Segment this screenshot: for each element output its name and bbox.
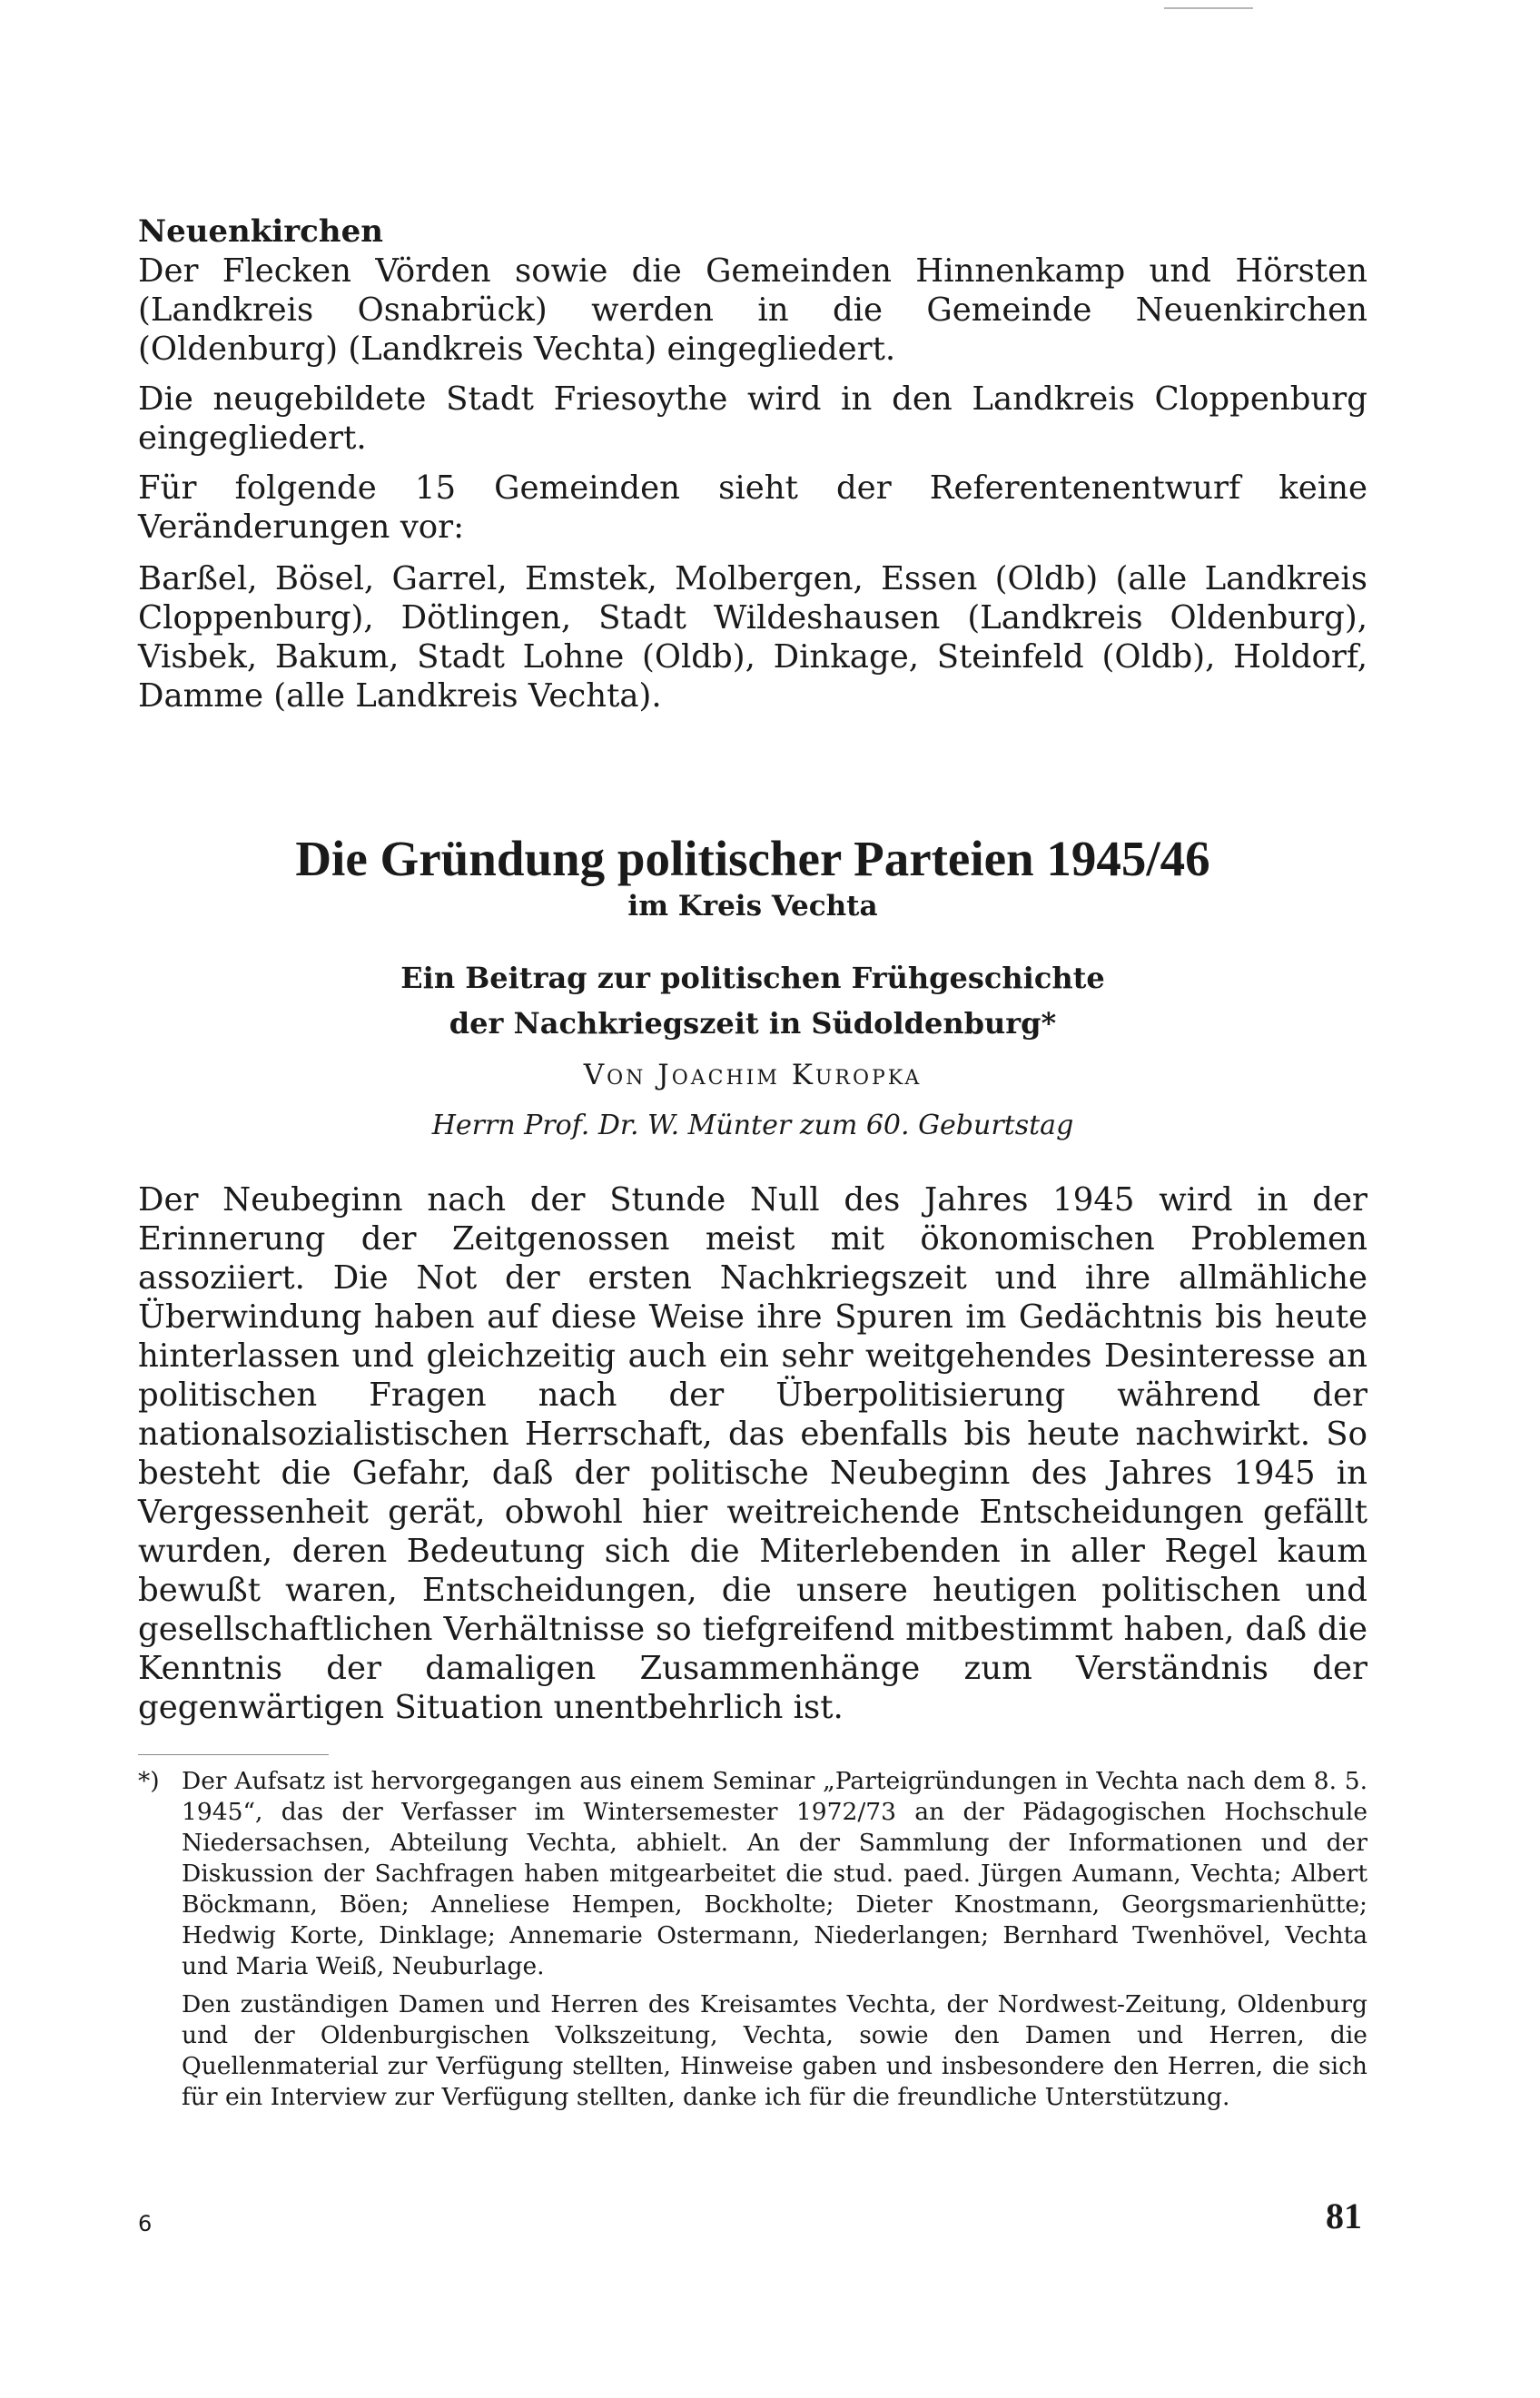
article-title: Die Gründung politischer Parteien 1945/46 (295, 831, 1210, 886)
article-author: Von Joachim Kuropka (583, 1059, 923, 1091)
footnote-marker: *) (138, 1767, 160, 1795)
section-heading-neuenkirchen: Neuenkirchen (138, 213, 383, 250)
article-tagline (138, 955, 1367, 1046)
printer-signature-mark: 6 (138, 2211, 153, 2236)
article-dedication: Herrn Prof. Dr. W. Münter zum 60. Geburtstag (431, 1110, 1074, 1141)
article-body-paragraph: Der Neubeginn nach der Stunde Null des Jahres 1945 wird in der Erinnerung der Zeitgenossen meist mit ökonomischen Problemen assoziiert. Die Not der ersten Nachkriegszeit und ihre allmähliche Überwindung haben auf diese Weise ihre Spuren im Gedächtnis bis heute hinterlassen und gleichzeitig auch ein sehr weitgehendes Desinteresse an politischen Fragen nach der Überpolitisierung während der nationalsozialistischen Herrschaft, das ebenfalls bis heute nachwirkt. So besteht die Gefahr, daß der politische Neubeginn des Jahres 1945 in Vergessenheit gerät, obwohl hier weitreichende Entscheidungen gefällt wurden, deren Bedeutung sich die Miterlebenden in aller Regel kaum bewußt waren, Entscheidungen, die unsere heutigen politischen und gesellschaftlichen Verhältnisse so tiefgreifend mitbestimmt haben, daß die Kenntnis der damaligen Zusammenhänge zum Verständnis der gegenwärtigen Situation unentbehrlich ist. (138, 1181, 1367, 1726)
paragraph-no-changes-intro: Für folgende 15 Gemeinden sieht der Referentenentwurf keine Veränderungen vor: (138, 469, 1367, 546)
footnote-divider (138, 1754, 329, 1755)
footnote (138, 1766, 1367, 1982)
tagline-line-2: der Nachkriegszeit in Südoldenburg* (449, 1006, 1057, 1041)
footnote-acknowledgement: Den zuständigen Damen und Herren des Kreisamtes Vechta, der Nordwest-Zeitung, Oldenburg und der Oldenburgischen Volkszeitung, Vechta, sowie den Damen und Herren, die Quellenmaterial zur Verfügung stellten, Hinweise gaben und insbesondere den Herren, die sich für ein Interview zur Verfügung stellten, danke ich für die freundliche Unterstützung. (182, 1990, 1367, 2111)
paragraph-friesoythe: Die neugebildete Stadt Friesoythe wird in den Landkreis Cloppenburg eingegliedert. (138, 380, 1367, 457)
tagline-line-1: Ein Beitrag zur politischen Frühgeschichte (400, 961, 1105, 995)
article-subtitle: im Kreis Vechta (627, 890, 878, 923)
page-number: 81 (1326, 2196, 1362, 2236)
footnote-text: Der Aufsatz ist hervorgegangen aus einem Seminar „Parteigründungen in Vechta nach dem 8. 5. 1945“, das der Verfasser im Wintersemester 1972/73 an der Pädagogischen Hochschule Niedersachsen, Abteilung Vechta, abhielt. An der Sammlung der Informationen und der Diskussion der Sachfragen haben mitgearbeitet die stud. paed. Jürgen Aumann, Vechta; Albert Böckmann, Böen; Anneliese Hempen, Bockholte; Dieter Knostmann, Georgsmarienhütte; Hedwig Korte, Dinklage; Annemarie Ostermann, Niederlangen; Bernhard Twenhövel, Vechta und Maria Weiß, Neuburlage. (182, 1767, 1367, 1980)
paragraph-municipality-list: Barßel, Bösel, Garrel, Emstek, Molbergen, Essen (Oldb) (alle Landkreis Cloppenburg), Dötlingen, Stadt Wildeshausen (Landkreis Oldenburg), Visbek, Bakum, Stadt Lohne (Oldb), Dinkage, Steinfeld (Oldb), Holdorf, Damme (alle Landkreis Vechta). (138, 560, 1367, 715)
page-content (138, 212, 1367, 2113)
scan-edge-mark (1164, 7, 1253, 9)
paragraph-voerden: Der Flecken Vörden sowie die Gemeinden Hinnenkamp und Hörsten (Landkreis Osnabrück) werden in die Gemeinde Neuenkirchen (Oldenburg) (Landkreis Vechta) eingegliedert. (138, 252, 1367, 368)
